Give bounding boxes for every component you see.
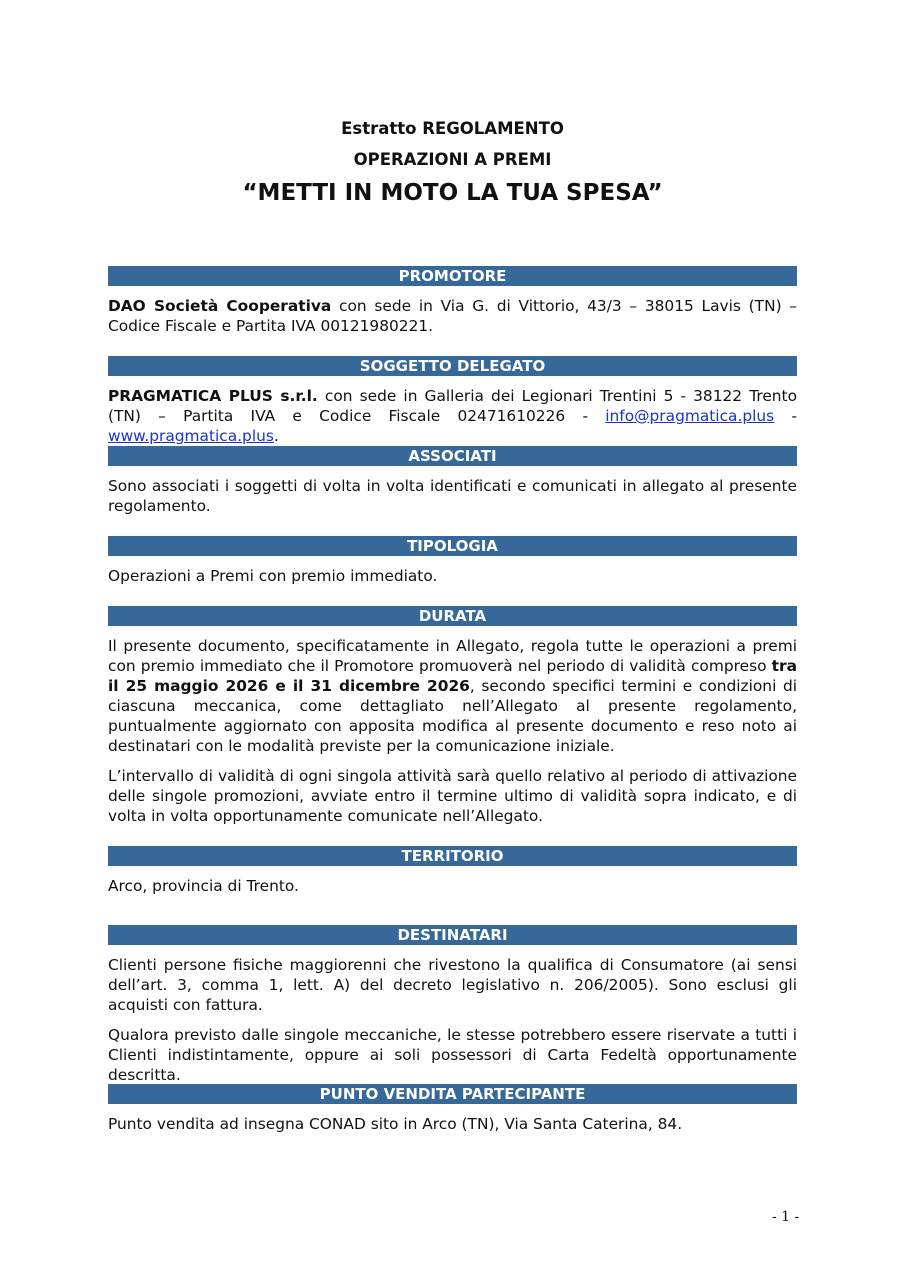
website-link[interactable]: www.pragmatica.plus: [108, 427, 274, 445]
soggetto-details: con sede in Galleria dei Legionari Trentini 5 - 38122 Trento (TN) – Partita IVA e Codice Fiscale 02471610226 -: [108, 387, 797, 425]
durata-paragraph-2: L’intervallo di validità di ogni singola attività sarà quello relativo al periodo di attivazione delle singole promozioni, avviate entro il termine ultimo di validità sopra indicato, e di volta in volta opportunamente comunicate nell’Allegato.: [108, 767, 797, 825]
durata-p1-start: Il presente documento, specificatamente in Allegato, regola tutte le operazioni a premi con premio immediato che il Promotore promuoverà nel periodo di validità compreso: [108, 637, 797, 675]
durata-paragraph-1: [108, 636, 797, 756]
soggetto-end: .: [273, 427, 279, 445]
section-heading-associati: ASSOCIATI: [108, 446, 797, 466]
durata-period: tra il 25 maggio 2026 e il 31 dicembre 2026: [108, 657, 797, 695]
associati-text: Sono associati i soggetti di volta in volta identificati e comunicati in allegato al presente regolamento.: [108, 477, 797, 515]
promotore-name: DAO Società Cooperativa: [108, 297, 332, 315]
title-main: “METTI IN MOTO LA TUA SPESA”: [242, 180, 663, 206]
destinatari-paragraph-2: Qualora previsto dalle singole meccaniche, le stesse potrebbero essere riservate a tutti i Clienti indistintamente, oppure ai soli possessori di Carta Fedeltà opportunamente descritta.: [108, 1026, 797, 1084]
section-heading-destinatari: DESTINATARI: [108, 925, 797, 945]
section-heading-soggetto-delegato: SOGGETTO DELEGATO: [108, 356, 797, 376]
punto-vendita-text: Punto vendita ad insegna CONAD sito in Arco (TN), Via Santa Caterina, 84.: [108, 1115, 683, 1133]
title-line-2: OPERAZIONI A PREMI: [353, 150, 552, 169]
territorio-text: Arco, provincia di Trento.: [108, 877, 299, 895]
destinatari-paragraph-1: Clienti persone fisiche maggiorenni che rivestono la qualifica di Consumatore (ai sensi dell’art. 3, comma 1, lett. A) del decreto legislativo n. 206/2005). Sono esclusi gli acquisti con fattura.: [108, 956, 797, 1014]
promotore-text: [108, 296, 797, 336]
section-heading-territorio: TERRITORIO: [108, 846, 797, 866]
email-link[interactable]: info@pragmatica.plus: [605, 407, 775, 425]
section-heading-durata: DURATA: [108, 606, 797, 626]
section-heading-tipologia: TIPOLOGIA: [108, 536, 797, 556]
link-separator: -: [774, 407, 798, 425]
section-heading-punto-vendita: PUNTO VENDITA PARTECIPANTE: [108, 1084, 797, 1104]
title-line-1: Estratto REGOLAMENTO: [341, 119, 564, 138]
durata-p1-end: , secondo specifici termini e condizioni di ciascuna meccanica, come dettagliato nell’Allegato al presente regolamento, puntualmente aggiornato con apposita modifica al presente documento e reso noto ai destinatari con le modalità previste per la comunicazione iniziale.: [108, 677, 797, 755]
soggetto-name: PRAGMATICA PLUS s.r.l.: [108, 387, 318, 405]
section-heading-promotore: PROMOTORE: [108, 266, 797, 286]
page-number: - 1 -: [772, 1209, 800, 1225]
soggetto-delegato-text: [108, 386, 797, 446]
tipologia-text: Operazioni a Premi con premio immediato.: [108, 567, 438, 585]
promotore-details: con sede in Via G. di Vittorio, 43/3 – 38015 Lavis (TN) – Codice Fiscale e Partita IVA 00121980221.: [108, 297, 798, 335]
